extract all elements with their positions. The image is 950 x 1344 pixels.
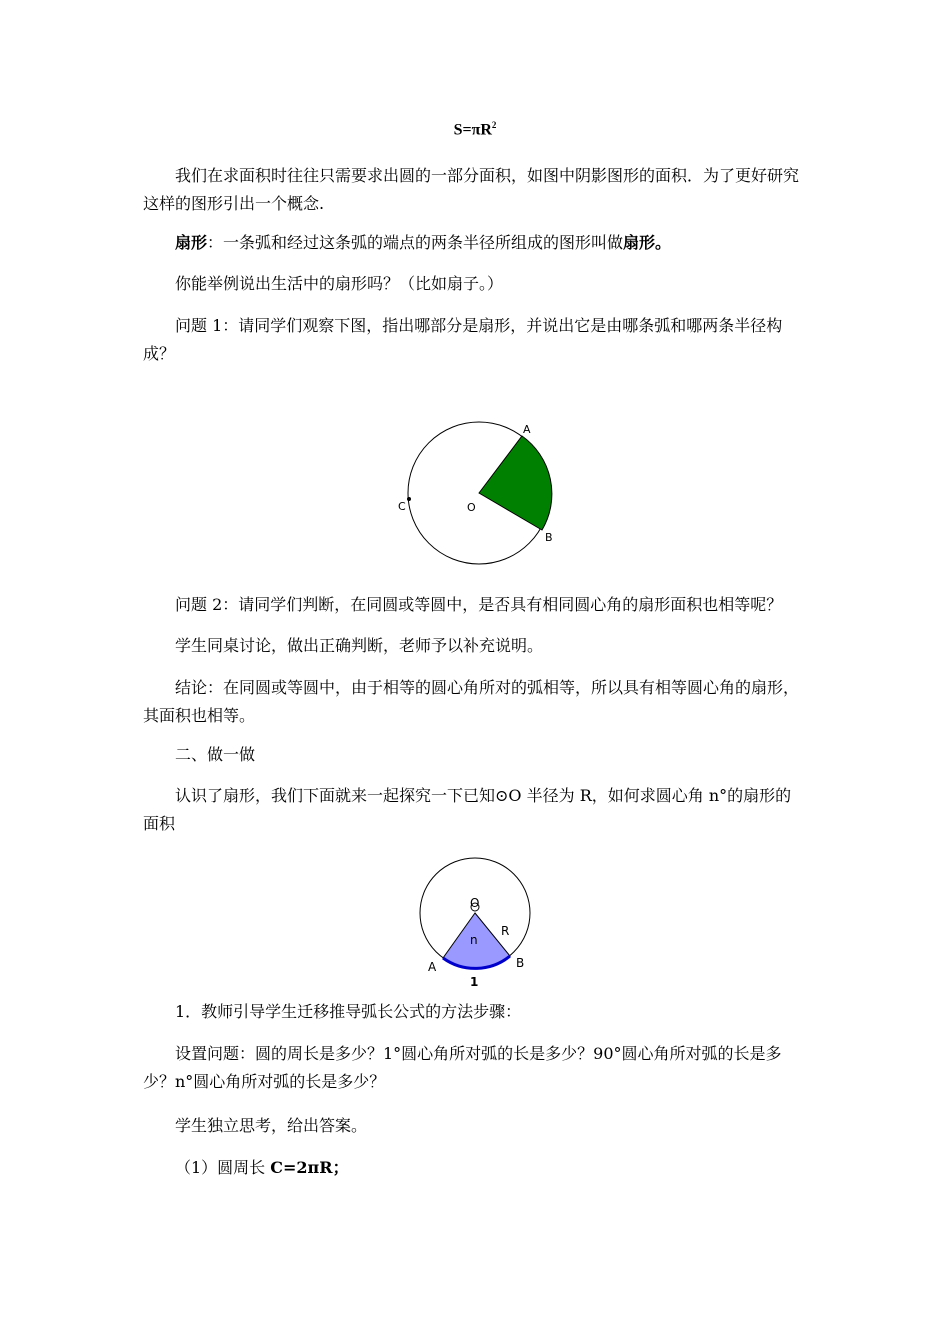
paragraph-discussion: 学生同桌讨论，做出正确判断，老师予以补充说明。 (175, 636, 544, 655)
point-c-dot (407, 497, 411, 501)
paragraph-step-1: 1．教师引导学生迁移推导弧长公式的方法步骤： (175, 1002, 522, 1021)
paragraph-questions: 设置问题：圆的周长是多少？1°圆心角所对弧的长是多少？90°圆心角所对弧的长是多少？n°圆心角所对弧的长是多少？ (143, 1044, 782, 1091)
label-c: C (398, 500, 406, 513)
answer-1-prefix: （1）圆周长 (175, 1158, 271, 1177)
section-heading: 二、做一做 (175, 745, 256, 764)
paragraph-example: 你能举例说出生活中的扇形吗？（比如扇子。） (175, 274, 504, 293)
paragraph-conclusion: 结论：在同圆或等圆中，由于相等的圆心角所对的弧相等，所以具有相等圆心角的扇形，其面积也相等。 (143, 678, 800, 725)
label-n: n (470, 933, 478, 947)
paragraph-intro: 我们在求面积时往往只需要求出圆的一部分面积，如图中阴影图形的面积．为了更好研究这样的图形引出一个概念. (143, 166, 800, 213)
label-a-2: A (428, 960, 437, 974)
definition-term: 扇形 (175, 233, 208, 252)
label-o-2: O (470, 896, 480, 910)
sector-area-formula (0, 120, 950, 139)
label-r: R (501, 924, 510, 938)
definition-term-2: 扇形 (623, 233, 656, 252)
green-sector (479, 436, 552, 530)
formula-exponent: 2 (491, 120, 497, 130)
paragraph-answer-1 (143, 1154, 803, 1182)
figure-sector-circle (390, 415, 570, 575)
figure-sector-n (415, 855, 540, 990)
paragraph-question-1: 问题 1：请同学们观察下图，指出哪部分是扇形，并说出它是由哪条弧和哪两条半径构成？ (143, 316, 783, 363)
paragraph-question-2: 问题 2：请同学们判断，在同圆或等圆中，是否具有相同圆心角的扇形面积也相等呢？ (175, 595, 783, 614)
definition-end: 。 (655, 233, 672, 252)
label-b-2: B (516, 956, 525, 970)
paragraph-definition (143, 229, 803, 257)
label-o: O (467, 501, 476, 514)
label-b: B (545, 531, 553, 544)
label-a: A (523, 423, 531, 436)
definition-text: ：一条弧和经过这条弧的端点的两条半径所组成的图形叫做 (207, 233, 624, 252)
figure-caption: 1 (470, 975, 479, 989)
formula-base: S=πR (453, 121, 492, 139)
paragraph-think: 学生独立思考，给出答案。 (175, 1116, 368, 1135)
answer-1-formula: C=2πR； (270, 1158, 349, 1177)
paragraph-explore: 认识了扇形，我们下面就来一起探究一下已知⊙O 半径为 R，如何求圆心角 n°的扇形的面积 (143, 786, 792, 833)
